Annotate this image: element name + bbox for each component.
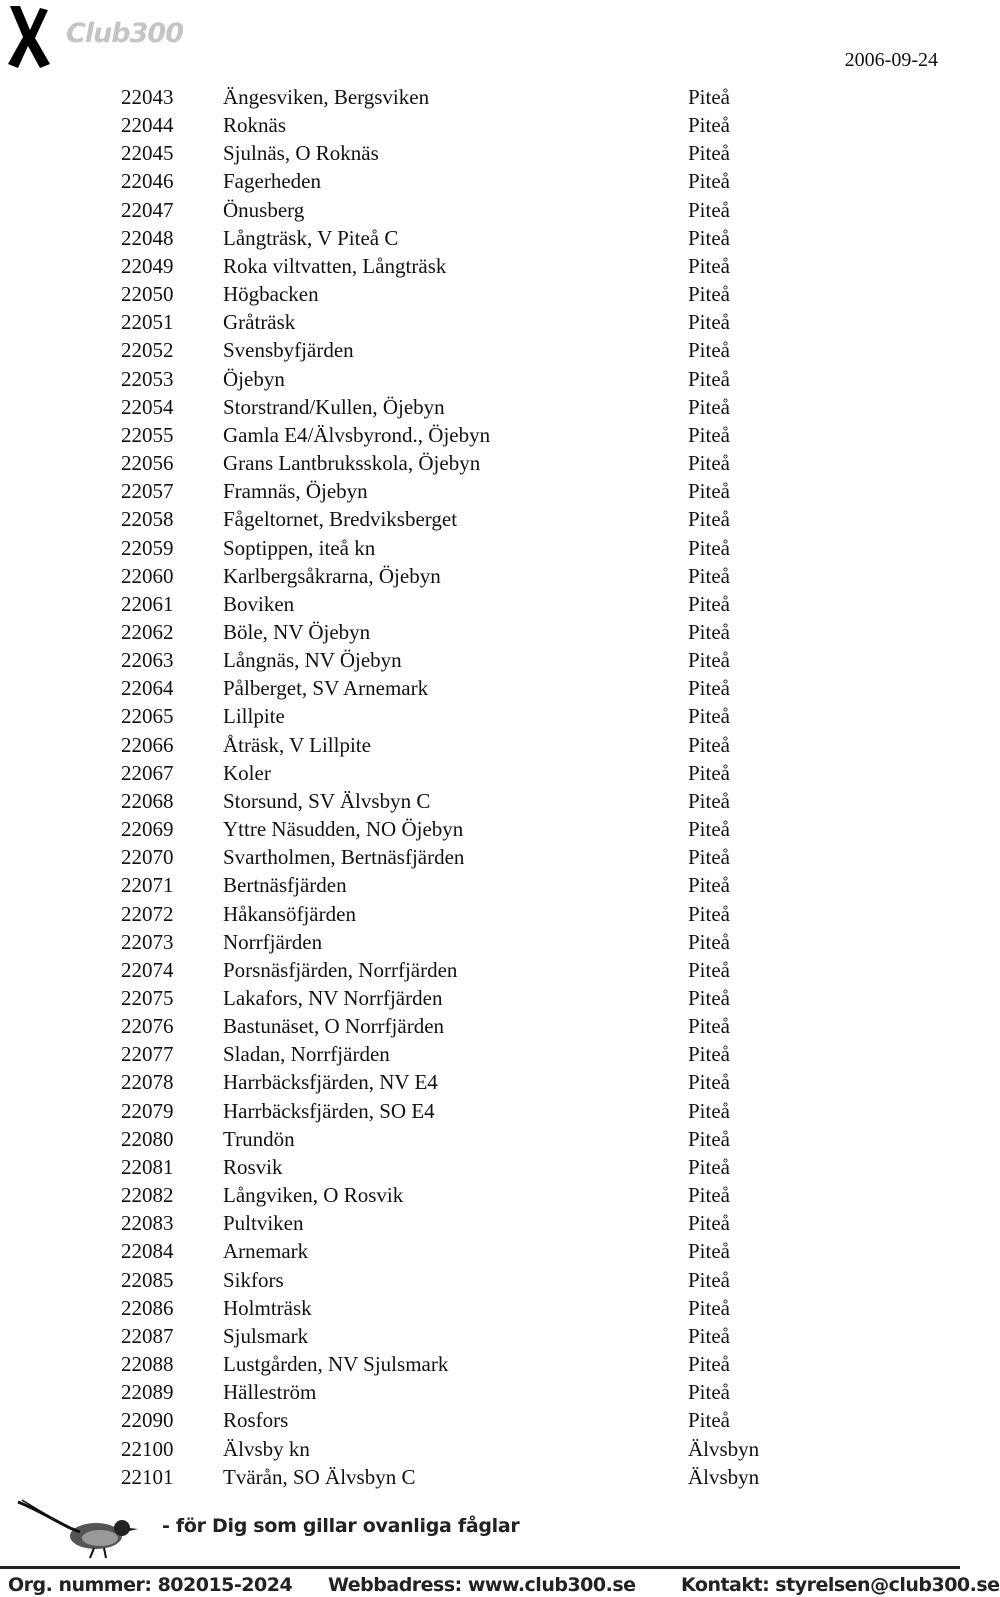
list-item <box>121 83 921 111</box>
municipality: Piteå <box>688 479 730 504</box>
web-address: Webbadress: www.club300.se <box>328 1574 636 1596</box>
municipality: Piteå <box>688 619 730 644</box>
location-name: Sladan, Norrfjärden <box>223 1042 390 1067</box>
location-name: Sikfors <box>223 1267 284 1292</box>
location-number: 22100 <box>121 1436 174 1461</box>
list-item <box>121 111 921 139</box>
municipality: Piteå <box>688 141 730 166</box>
list-item <box>121 167 921 195</box>
location-number: 22059 <box>121 535 174 560</box>
municipality: Piteå <box>688 1042 730 1067</box>
location-name: Lillpite <box>223 704 285 729</box>
location-name: Gamla E4/Älvsbyrond., Öjebyn <box>223 422 491 447</box>
location-name: Håkansöfjärden <box>223 901 356 926</box>
municipality: Piteå <box>688 1267 730 1292</box>
location-name: Storsund, SV Älvsbyn C <box>223 788 431 813</box>
location-name: Svartholmen, Bertnäsfjärden <box>223 845 465 870</box>
list-item <box>121 224 921 252</box>
location-name: Boviken <box>223 591 295 616</box>
location-number: 22076 <box>121 1014 174 1039</box>
municipality: Piteå <box>688 1295 730 1320</box>
list-item <box>121 956 921 984</box>
location-name: Tvärån, SO Älvsbyn C <box>223 1464 416 1489</box>
list-item <box>121 1322 921 1350</box>
municipality: Piteå <box>688 901 730 926</box>
location-number: 22049 <box>121 253 174 278</box>
location-name: Soptippen, iteå kn <box>223 535 376 560</box>
list-item <box>121 1406 921 1434</box>
municipality: Piteå <box>688 507 730 532</box>
location-number: 22074 <box>121 957 174 982</box>
location-number: 22088 <box>121 1352 174 1377</box>
document-date: 2006-09-24 <box>844 49 938 71</box>
location-name: Öjebyn <box>223 366 285 391</box>
location-name: Högbacken <box>223 282 319 307</box>
location-number: 22061 <box>121 591 174 616</box>
location-number: 22081 <box>121 1154 174 1179</box>
location-name: Karlbergsåkrarna, Öjebyn <box>223 563 441 588</box>
municipality: Piteå <box>688 676 730 701</box>
location-name: Grans Lantbruksskola, Öjebyn <box>223 451 481 476</box>
list-item <box>121 618 921 646</box>
location-number: 22048 <box>121 225 174 250</box>
location-number: 22071 <box>121 873 174 898</box>
location-name: Framnäs, Öjebyn <box>223 479 368 504</box>
municipality: Piteå <box>688 1380 730 1405</box>
location-name: Norrfjärden <box>223 929 323 954</box>
footer-divider <box>0 1566 960 1569</box>
municipality: Piteå <box>688 788 730 813</box>
municipality: Piteå <box>688 957 730 982</box>
municipality: Piteå <box>688 986 730 1010</box>
list-item <box>121 308 921 336</box>
municipality: Piteå <box>688 1211 730 1236</box>
location-name: Gråträsk <box>223 310 296 335</box>
municipality: Piteå <box>688 225 730 250</box>
club300-logo <box>4 2 234 72</box>
location-name: Långviken, O Rosvik <box>223 1183 404 1208</box>
x-logo-icon <box>4 2 54 72</box>
list-item <box>121 984 921 1012</box>
list-item <box>121 815 921 843</box>
location-number: 22056 <box>121 451 174 476</box>
list-item <box>121 449 921 477</box>
location-number: 22065 <box>121 704 174 729</box>
location-number: 22055 <box>121 422 174 447</box>
list-item <box>121 1097 921 1125</box>
municipality: Piteå <box>688 1183 730 1208</box>
list-item <box>121 477 921 505</box>
location-number: 22079 <box>121 1098 174 1123</box>
municipality: Piteå <box>688 113 730 138</box>
location-name: Önusberg <box>223 197 305 222</box>
location-number: 22052 <box>121 338 174 363</box>
municipality: Piteå <box>688 563 730 588</box>
list-item <box>121 1266 921 1294</box>
list-item <box>121 1237 921 1265</box>
list-item <box>121 646 921 674</box>
location-name: Pultviken <box>223 1211 304 1236</box>
municipality: Piteå <box>688 732 730 757</box>
location-number: 22066 <box>121 732 174 757</box>
list-item <box>121 252 921 280</box>
municipality: Piteå <box>688 253 730 278</box>
list-item <box>121 562 921 590</box>
location-name: Långnäs, NV Öjebyn <box>223 648 402 673</box>
location-number: 22072 <box>121 901 174 926</box>
location-name: Älvsby kn <box>223 1436 310 1461</box>
location-name: Koler <box>223 760 271 785</box>
list-item <box>121 139 921 167</box>
location-name: Rosvik <box>223 1154 283 1179</box>
location-name: Bastunäset, O Norrfjärden <box>223 1014 445 1039</box>
list-item <box>121 871 921 899</box>
list-item <box>121 702 921 730</box>
municipality: Piteå <box>688 197 730 222</box>
list-item <box>121 505 921 533</box>
municipality: Piteå <box>688 704 730 729</box>
location-number: 22053 <box>121 366 174 391</box>
location-number: 22063 <box>121 648 174 673</box>
org-number: Org. nummer: 802015-2024 <box>8 1574 293 1596</box>
list-item <box>121 787 921 815</box>
contact-email: Kontakt: styrelsen@club300.se <box>681 1574 1000 1596</box>
list-item <box>121 759 921 787</box>
location-number: 22046 <box>121 169 174 194</box>
municipality: Piteå <box>688 338 730 363</box>
location-name: Långträsk, V Piteå C <box>223 225 399 250</box>
location-name: Harrbäcksfjärden, NV E4 <box>223 1070 438 1095</box>
location-number: 22082 <box>121 1183 174 1208</box>
logo-wordmark: Club300 <box>66 18 183 49</box>
municipality: Piteå <box>688 1070 730 1095</box>
location-number: 22058 <box>121 507 174 532</box>
location-number: 22087 <box>121 1323 174 1348</box>
list-item <box>121 1040 921 1068</box>
location-number: 22086 <box>121 1295 174 1320</box>
municipality: Piteå <box>688 394 730 419</box>
location-name: Roknäs <box>223 113 286 138</box>
list-item <box>121 393 921 421</box>
municipality: Piteå <box>688 817 730 842</box>
municipality: Piteå <box>688 366 730 391</box>
location-number: 22045 <box>121 141 174 166</box>
location-name: Fagerheden <box>223 169 321 194</box>
location-number: 22044 <box>121 113 174 138</box>
location-number: 22069 <box>121 817 174 842</box>
municipality: Piteå <box>688 535 730 560</box>
location-name: Porsnäsfjärden, Norrfjärden <box>223 957 458 982</box>
location-number: 22075 <box>121 986 174 1010</box>
location-number: 22050 <box>121 282 174 307</box>
municipality: Piteå <box>688 85 730 109</box>
list-item <box>121 900 921 928</box>
municipality: Piteå <box>688 1014 730 1039</box>
list-item <box>121 1153 921 1181</box>
location-name: Sjulsmark <box>223 1323 309 1348</box>
location-number: 22090 <box>121 1408 174 1433</box>
municipality: Piteå <box>688 591 730 616</box>
location-number: 22080 <box>121 1126 174 1151</box>
municipality: Piteå <box>688 1408 730 1433</box>
location-name: Hälleström <box>223 1380 317 1405</box>
list-item <box>121 1294 921 1322</box>
location-number: 22083 <box>121 1211 174 1236</box>
location-number: 22060 <box>121 563 174 588</box>
location-name: Svensbyfjärden <box>223 338 354 363</box>
location-name: Ängesviken, Bergsviken <box>223 85 430 109</box>
location-number: 22077 <box>121 1042 174 1067</box>
list-item <box>121 1350 921 1378</box>
bird-icon <box>14 1498 154 1560</box>
location-number: 22084 <box>121 1239 174 1264</box>
list-item <box>121 1435 921 1463</box>
list-item <box>121 365 921 393</box>
location-number: 22054 <box>121 394 174 419</box>
list-item <box>121 843 921 871</box>
list-item <box>121 1125 921 1153</box>
list-item <box>121 1181 921 1209</box>
location-number: 22047 <box>121 197 174 222</box>
municipality: Piteå <box>688 1239 730 1264</box>
location-name: Åträsk, V Lillpite <box>223 732 371 757</box>
list-item <box>121 731 921 759</box>
list-item <box>121 1463 921 1491</box>
location-name: Lustgården, NV Sjulsmark <box>223 1352 449 1377</box>
location-number: 22085 <box>121 1267 174 1292</box>
list-item <box>121 1012 921 1040</box>
location-number: 22062 <box>121 619 174 644</box>
location-name: Holmträsk <box>223 1295 312 1320</box>
location-number: 22070 <box>121 845 174 870</box>
municipality: Älvsbyn <box>688 1464 760 1489</box>
location-number: 22078 <box>121 1070 174 1095</box>
location-number: 22068 <box>121 788 174 813</box>
list-item <box>121 280 921 308</box>
location-name: Roka viltvatten, Långträsk <box>223 253 447 278</box>
list-item <box>121 421 921 449</box>
list-item <box>121 534 921 562</box>
list-item <box>121 336 921 364</box>
municipality: Piteå <box>688 648 730 673</box>
location-number: 22089 <box>121 1380 174 1405</box>
location-number: 22101 <box>121 1464 174 1489</box>
location-name: Lakafors, NV Norrfjärden <box>223 986 443 1010</box>
municipality: Piteå <box>688 422 730 447</box>
location-name: Pålberget, SV Arnemark <box>223 676 429 701</box>
location-number: 22057 <box>121 479 174 504</box>
location-number: 22064 <box>121 676 174 701</box>
location-list <box>121 83 921 1491</box>
list-item <box>121 590 921 618</box>
list-item <box>121 928 921 956</box>
municipality: Piteå <box>688 1352 730 1377</box>
municipality: Piteå <box>688 451 730 476</box>
tagline: - för Dig som gillar ovanliga fåglar <box>162 1515 520 1537</box>
location-number: 22051 <box>121 310 174 335</box>
location-number: 22043 <box>121 85 174 109</box>
municipality: Piteå <box>688 1154 730 1179</box>
location-number: 22073 <box>121 929 174 954</box>
municipality: Piteå <box>688 282 730 307</box>
municipality: Piteå <box>688 760 730 785</box>
municipality: Piteå <box>688 873 730 898</box>
location-name: Harrbäcksfjärden, SO E4 <box>223 1098 435 1123</box>
list-item <box>121 1378 921 1406</box>
location-name: Bertnäsfjärden <box>223 873 347 898</box>
list-item <box>121 1068 921 1096</box>
location-number: 22067 <box>121 760 174 785</box>
location-name: Trundön <box>223 1126 295 1151</box>
list-item <box>121 674 921 702</box>
municipality: Piteå <box>688 1323 730 1348</box>
location-name: Sjulnäs, O Roknäs <box>223 141 379 166</box>
location-name: Fågeltornet, Bredviksberget <box>223 507 458 532</box>
municipality: Älvsbyn <box>688 1436 760 1461</box>
municipality: Piteå <box>688 845 730 870</box>
municipality: Piteå <box>688 169 730 194</box>
location-name: Storstrand/Kullen, Öjebyn <box>223 394 445 419</box>
location-name: Böle, NV Öjebyn <box>223 619 371 644</box>
list-item <box>121 196 921 224</box>
municipality: Piteå <box>688 310 730 335</box>
municipality: Piteå <box>688 1126 730 1151</box>
location-name: Rosfors <box>223 1408 289 1433</box>
location-name: Yttre Näsudden, NO Öjebyn <box>223 817 464 842</box>
location-name: Arnemark <box>223 1239 309 1264</box>
municipality: Piteå <box>688 1098 730 1123</box>
list-item <box>121 1209 921 1237</box>
municipality: Piteå <box>688 929 730 954</box>
